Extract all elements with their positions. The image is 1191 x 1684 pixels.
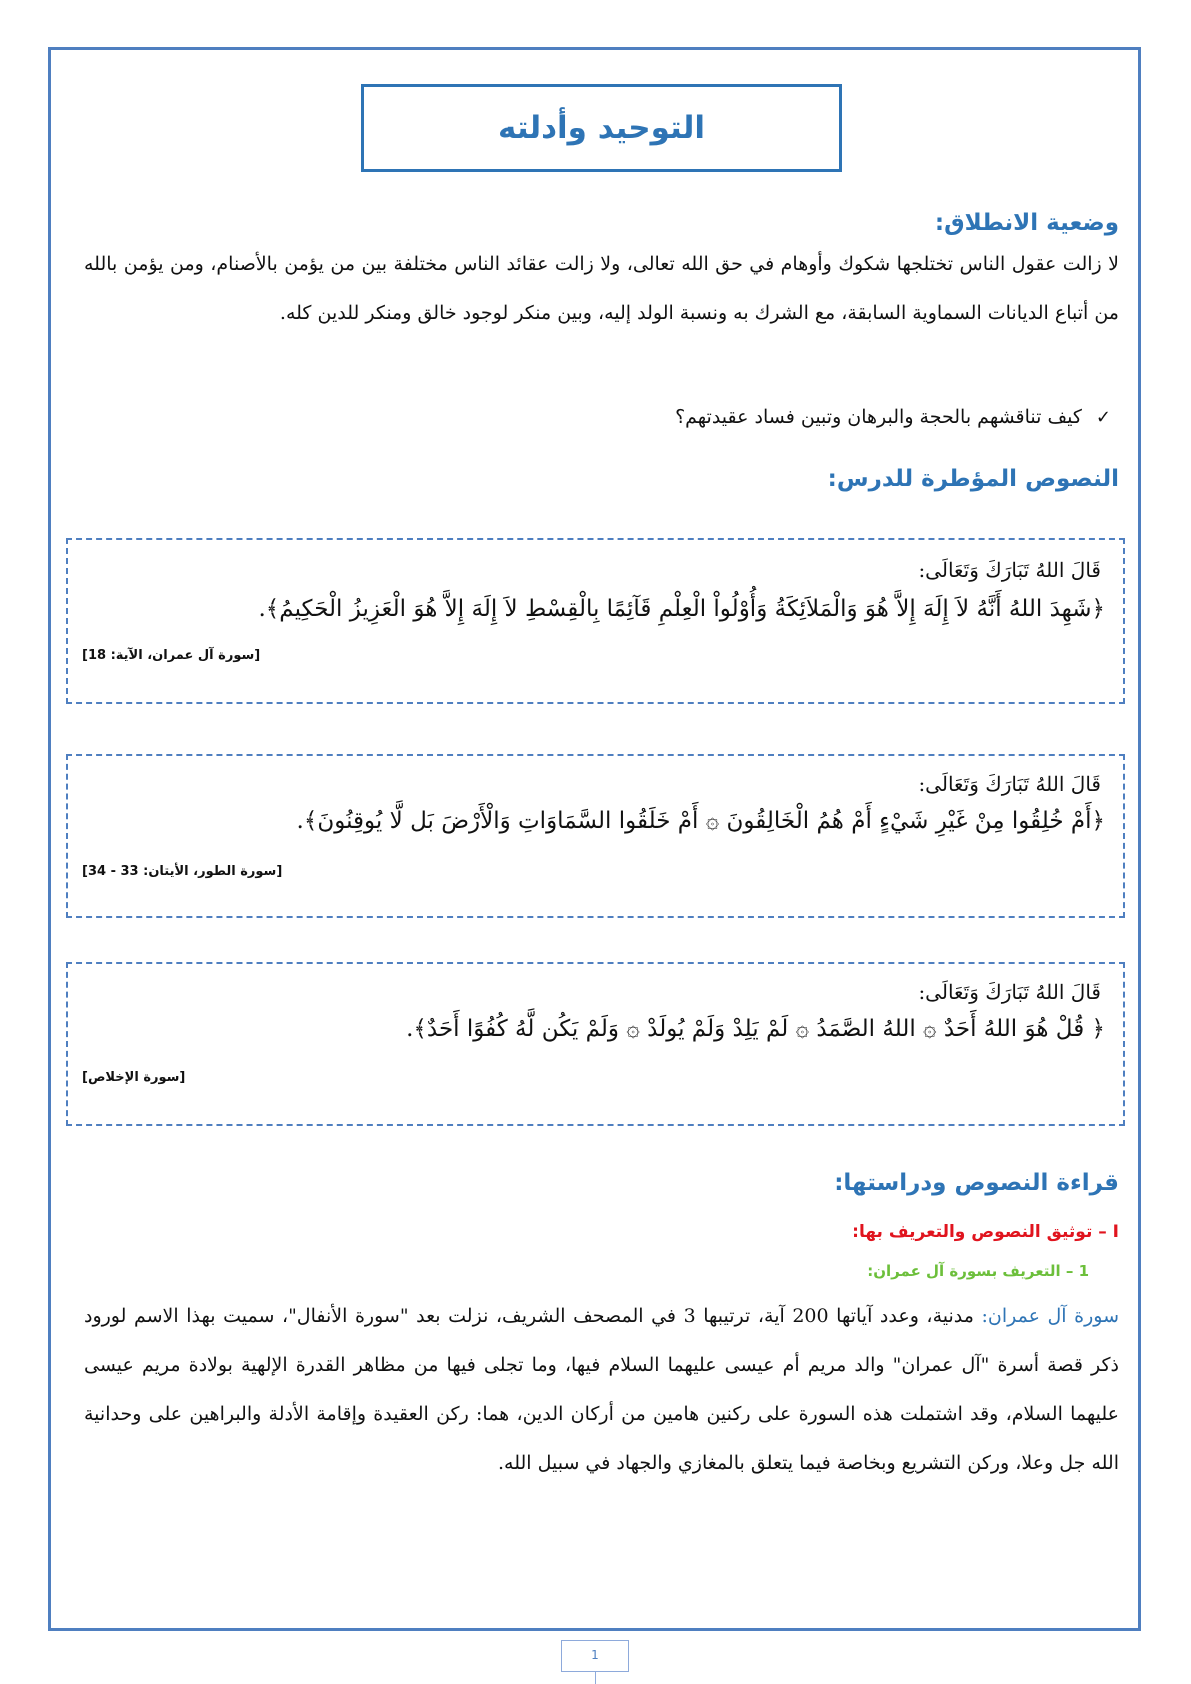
heading-framing-texts: النصوص المؤطرة للدرس: — [827, 466, 1119, 492]
heading-reading-texts: قراءة النصوص ودراستها: — [834, 1170, 1119, 1196]
question-text: كيف تناقشهم بالحجة والبرهان وتبين فساد عقيدتهم؟ — [675, 406, 1082, 428]
checkmark-icon: ✓ — [1095, 406, 1111, 428]
verse-reference: [سورة آل عمران، الآية: 18] — [82, 648, 261, 663]
verse-intro: قَالَ اللهُ تَبَارَكَ وَتَعَالَى: — [918, 772, 1101, 796]
page-title: التوحيد وأدلته — [498, 110, 705, 146]
verse-text: ﴿ قُلْ هُوَ اللهُ أَحَدٌ ۞ اللهُ الصَّمَدُ ۞ لَمْ يَلِدْ وَلَمْ يُولَدْ ۞ وَلَمْ يَكُن لَّهُ كُفُوًا أَحَدٌ﴾. — [406, 1016, 1105, 1042]
surah-lead: سورة آل عمران: — [981, 1305, 1120, 1327]
verse-box-2 — [66, 754, 1125, 918]
subheading-documentation: I – توثيق النصوص والتعريف بها: — [852, 1222, 1119, 1242]
page-number: 1 — [561, 1640, 629, 1672]
verse-text: ﴿شَهِدَ اللهُ أَنَّهُ لاَ إِلَهَ إِلاَّ هُوَ وَالْمَلاَئِكَةُ وَأُوْلُواْ الْعِلْمِ قَآئِمًا بِالْقِسْطِ لاَ إِلَهَ إِلاَّ هُوَ الْعَزِيزُ الْحَكِيمُ﴾. — [258, 596, 1105, 622]
question-line — [675, 406, 1111, 428]
verse-box-3 — [66, 962, 1125, 1126]
subheading-surah-intro: 1 – التعريف بسورة آل عمران: — [867, 1262, 1089, 1280]
verse-reference: [سورة الإخلاص] — [82, 1070, 186, 1085]
heading-start-situation: وضعية الانطلاق: — [934, 210, 1119, 236]
surah-paragraph — [84, 1292, 1119, 1488]
start-paragraph: لا زالت عقول الناس تختلجها شكوك وأوهام في حق الله تعالى، ولا زالت عقائد الناس مختلفة بين من يؤمن بالأصنام، ومن يؤمن بالله من أتباع الديانات السماوية السابقة، مع الشرك به ونسبة الولد إليه، وبين منكر لوجود خالق ومنكر للدين كله. — [84, 253, 1119, 324]
verse-box-1 — [66, 538, 1125, 704]
verse-intro: قَالَ اللهُ تَبَارَكَ وَتَعَالَى: — [918, 980, 1101, 1004]
surah-text: مدنية، وعدد آياتها 200 آية، ترتيبها 3 في المصحف الشريف، نزلت بعد "سورة الأنفال"، سميت بهذا الاسم لورود ذكر قصة أسرة "آل عمران" والد مريم أم عيسى عليهما السلام فيها، وما تجلى فيها من مظاهر القدرة الإلهية بولادة مريم عيسى عليهما السلام، وقد اشتملت هذه السورة على ركنين هامين من أركان الدين، هما: ركن العقيدة وإقامة الأدلة والبراهين على وحدانية الله جل وعلا، وركن التشريع وبخاصة فيما يتعلق بالمغازي والجهاد في سبيل الله. — [84, 1305, 1119, 1474]
page-number-tick — [595, 1672, 596, 1684]
verse-reference: [سورة الطور، الأيتان: 33 - 34] — [82, 864, 283, 879]
verse-intro: قَالَ اللهُ تَبَارَكَ وَتَعَالَى: — [918, 558, 1101, 582]
title-box — [361, 84, 842, 172]
verse-text: ﴿أَمْ خُلِقُوا مِنْ غَيْرِ شَيْءٍ أَمْ هُمُ الْخَالِقُونَ ۞ أَمْ خَلَقُوا السَّمَاوَاتِ وَالْأَرْضَ بَل لَّا يُوقِنُونَ﴾. — [296, 808, 1105, 834]
